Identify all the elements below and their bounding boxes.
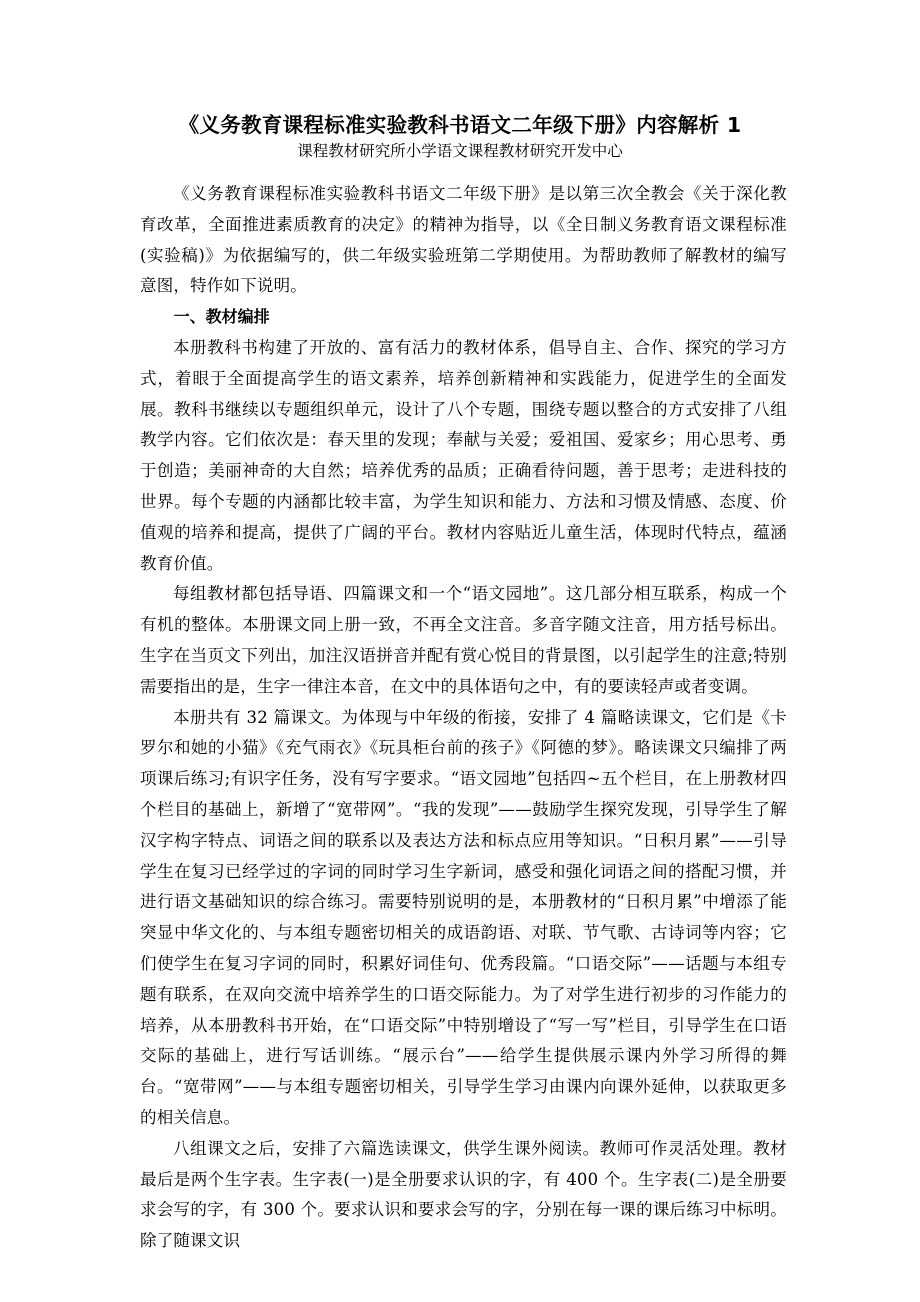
body-paragraph: 每组教材都包括导语、四篇课文和一个“语文园地”。这几部分相互联系，构成一个有机的整体。本册课文同上册一致，不再全文注音。多音字随文注音，用方括号标出。生字在当页文下列出，加注汉语拼音并配有赏心悦目的背景图，以引起学生的注意;特别需要指出的是，生字一律注本音，在文中的具体语句之中，有的要读轻声或者变调。 [140,584,787,696]
body-paragraph: 八组课文之后，安排了六篇选读课文，供学生课外阅读。教师可作灵活处理。教材最后是两个生字表。生字表(一)是全册要求认识的字，有 400 个。生字表(二)是全册要求会写的字，有 300 个。要求认识和要求会写的字，分别在每一课的课后练习中标明。除了随课文识 [140,1138,787,1251]
body-paragraph: 本册共有 32 篇课文。为体现与中年级的衔接，安排了 4 篇略读课文，它们是《卡罗尔和她的小猫》《充气雨衣》《玩具柜台前的孩子》《阿德的梦》。略读课文只编排了两项课后练习;有识字任务，没有写字要求。“语文园地”包括四~五个栏目，在上册教材四个栏目的基础上，新增了“宽带网”。“我的发现”——鼓励学生探究发现，引导学生了解汉字构字特点、词语之间的联系以及表达方法和标点应用等知识。“日积月累”——引导学生在复习已经学过的字词的同时学习生字新词，感受和强化词语之间的搭配习惯，并进行语文基础知识的综合练习。需要特别说明的是，本册教材的“日积月累”中增添了能突显中华文化的、与本组专题密切相关的成语韵语、对联、节气歌、古诗词等内容；它们使学生在复习字词的同时，积累好词佳句、优秀段篇。“口语交际”——话题与本组专题有联系，在双向交流中培养学生的口语交际能力。为了对学生进行初步的习作能力的培养，从本册教科书开始，在“口语交际”中特别增设了“写一写”栏目，引导学生在口语交际的基础上，进行写话训练。“展示台”——给学生提供展示课内外学习所得的舞台。“宽带网”——与本组专题密切相关，引导学生学习由课内向课外延伸，以获取更多的相关信息。 [140,707,787,1127]
intro-paragraph: 《义务教育课程标准实验教科书语文二年级下册》是以第三次全教会《关于深化教育改革，全面推进素质教育的决定》的精神为指导，以《全日制义务教育语文课程标准(实验稿)》为依据编写的，供二年级实验班第二学期使用。为帮助教师了解教材的编写意图，特作如下说明。 [140,184,787,296]
body-paragraph: 本册教科书构建了开放的、富有活力的教材体系，倡导自主、合作、探究的学习方式，着眼于全面提高学生的语文素养，培养创新精神和实践能力，促进学生的全面发展。教科书继续以专题组织单元，设计了八个专题，围绕专题以整合的方式安排了八组教学内容。它们依次是：春天里的发现；奉献与关爱；爱祖国、爱家乡；用心思考、勇于创造；美丽神奇的大自然；培养优秀的品质；正确看待问题，善于思考；走进科技的世界。每个专题的内涵都比较丰富，为学生知识和能力、方法和习惯及情感、态度、价值观的培养和提高，提供了广阔的平台。教材内容贴近儿童生活，体现时代特点，蕴涵教育价值。 [140,337,787,573]
section-heading: 一、教材编排 [173,307,270,327]
document-subtitle: 课程教材研究所小学语文课程教材研究开发中心 [297,142,623,160]
document-body [140,179,787,1257]
document-title: 《义务教育课程标准实验教科书语文二年级下册》内容解析 1 [178,113,742,137]
